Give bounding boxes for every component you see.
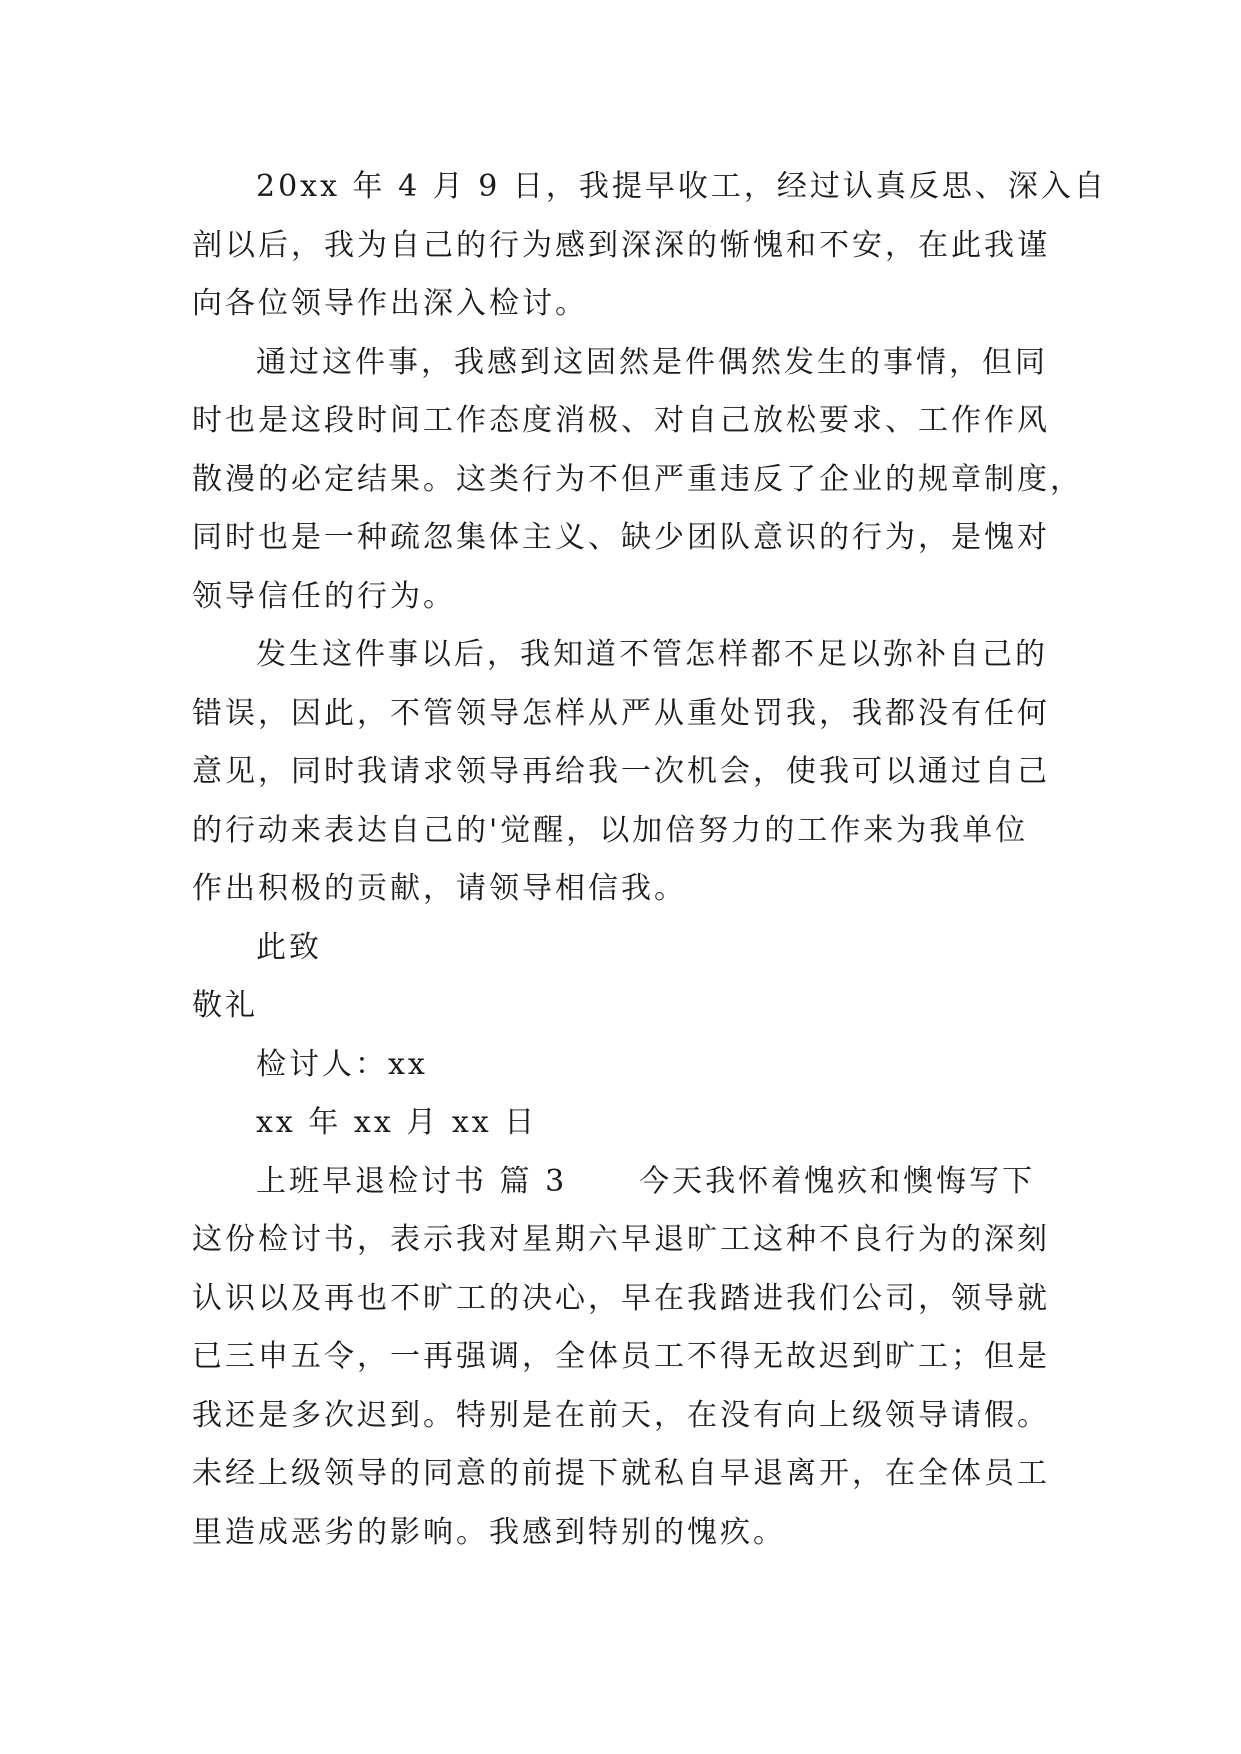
paragraph-line: 我还是多次迟到。特别是在前天，在没有向上级领导请假。 — [192, 1397, 1050, 1433]
paragraph-line: 散漫的必定结果。这类行为不但严重违反了企业的规章制度， — [192, 461, 1083, 497]
section-heading-line — [192, 1153, 1052, 1212]
closing-salutation: 此致 — [256, 929, 322, 965]
paragraph-line: 通过这件事，我感到这固然是件偶然发生的事情，但同 — [256, 344, 1048, 380]
signature-date: xx 年 xx 月 xx 日 — [256, 1105, 538, 1140]
closing-regards: 敬礼 — [192, 988, 258, 1023]
paragraph-line: 已三申五令，一再强调，全体员工不得无故迟到旷工；但是 — [192, 1339, 1050, 1374]
paragraph-line: 这份检讨书，表示我对星期六早退旷工这种不良行为的深刻 — [192, 1222, 1050, 1257]
paragraph-line: 里造成恶劣的影响。我感到特别的愧疚。 — [192, 1514, 786, 1550]
paragraph-line: 同时也是一种疏忽集体主义、缺少团队意识的行为，是愧对 — [192, 520, 1050, 555]
paragraph-line: 向各位领导作出深入检讨。 — [192, 286, 588, 321]
paragraph-line: 意见，同时我请求领导再给我一次机会，使我可以通过自己 — [192, 754, 1050, 789]
paragraph-line: 未经上级领导的同意的前提下就私自早退离开，在全体员工 — [192, 1456, 1050, 1491]
paragraph-line: 作出积极的贡献，请领导相信我。 — [192, 871, 687, 906]
paragraph-line: 领导信任的行为。 — [192, 578, 456, 614]
paragraph-line: 20xx 年 4 月 9 日，我提早收工，经过认真反思、深入自 — [256, 169, 1107, 204]
document-body — [192, 158, 1107, 1562]
paragraph-line: 时也是这段时间工作态度消极、对自己放松要求、工作作风 — [192, 403, 1050, 438]
section-first-line: 今天我怀着愧疚和懊悔写下 — [639, 1163, 1036, 1199]
signature-name: 检讨人：xx — [256, 1046, 428, 1082]
paragraph-line: 剖以后，我为自己的行为感到深深的惭愧和不安，在此我谨 — [192, 227, 1050, 263]
section-heading: 上班早退检讨书 篇 3 — [256, 1163, 568, 1199]
paragraph-line: 错误，因此，不管领导怎样从严从重处罚我，我都没有任何 — [192, 695, 1050, 731]
paragraph-line: 发生这件事以后，我知道不管怎样都不足以弥补自己的 — [256, 637, 1048, 672]
paragraph-line: 认识以及再也不旷工的决心，早在我踏进我们公司，领导就 — [192, 1280, 1050, 1316]
paragraph-line: 的行动来表达自己的'觉醒，以加倍努力的工作来为我单位 — [192, 812, 1029, 848]
